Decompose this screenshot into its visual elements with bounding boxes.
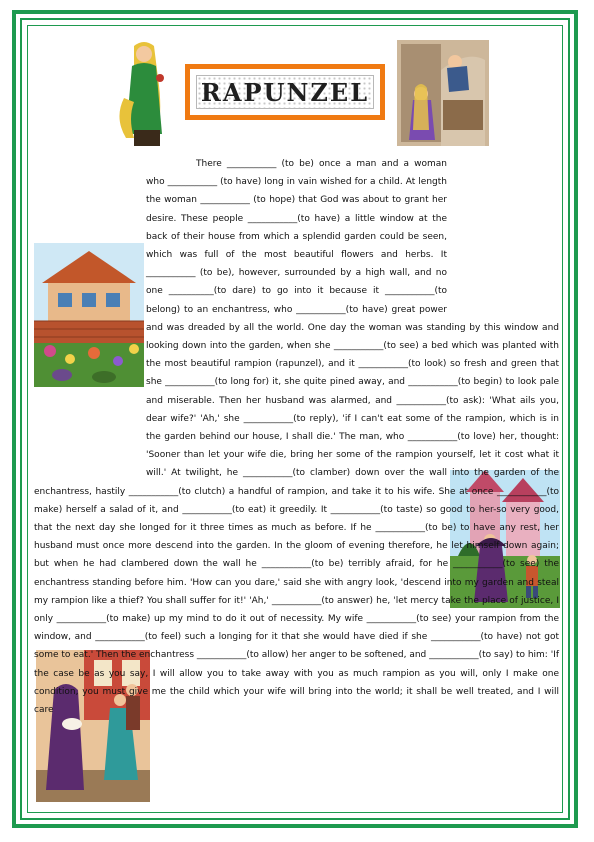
page-title: RAPUNZEL: [200, 77, 370, 107]
rapunzel-illustration: [104, 38, 182, 150]
story-paragraph: There ___________ (to be) once a man and a woman who ___________ (to have) long in vain wished for a child. At length the woman ___________ (to hope) that God was about to grant her desire. These people ___________(to have) a little window at the back of their house from which a splendid garden could be seen, which was full of the most beautiful flowers and herbs. It ___________ (to be), however, surrounded by a high wall, and no one __________(to dare) to go into it because it ___________(to belong) to an enchantress, who ___________(to have) great power and was dreaded by all the world. One day the woman was standing by this window and looking down into the garden, when she ___________(to see) a bed which was planted with the most beautiful rampion (rapunzel), and it ___________(to look) so fresh and green that she ___________(to long for) it, she quite pined away, and ___________(to begin) to look pale and miserable. Then her husband was alarmed, and ___________(to ask): 'What ails you, dear wife?' 'Ah,' she ___________(to reply), 'if I can't eat some of the rampion, which is in the garden behind our house, I shall die.' The man, who ___________(to love) her, thought: 'Sooner than let your wife die, bring her some of the rampion yourself, let it cost what it will.' At twilight, he ___________(to clamber) down over the wall into the garden of the enchantress, hastily ___________(to clutch) a handful of rampion, and take it to his wife. She at once ___________(to make) herself a salad of it, and ___________(to eat) it greedily. It ___________(to taste) so good to her-so very good, that the next day she longed for it three times as much as before. If he ___________(to be) to have any rest, her husband must once more descend into the garden. In the gloom of evening therefore, he let himself down again; but when he had clambered down the wall he ___________(to be) terribly afraid, for he ___________(to see) the enchantress standing before him. 'How can you dare,' said she with angry look, 'descend into my garden and steal my rampion like a thief? You shall suffer for it!' 'Ah,' ___________(to answer) he, 'let mercy take the place of justice, I only ___________(to make) up my mind to do it out of necessity. My wife ___________(to see) your rampion from the window, and ___________(to feel) such a longing for it that she would have died if she ___________(to have) not got some to eat.' Then the enchantress ___________(to allow) her anger to be softened, and ___________(to say) to him: 'If the case be as you say, I will allow you to take away with you as much rampion as you will, only I make one condition, you must give me the child which your wife will bring into the world; it shall be well treated, and I will care: [34, 159, 559, 716]
title-pattern: [196, 75, 374, 109]
story-text-area: [34, 155, 559, 719]
castle-image-space: [447, 155, 559, 305]
tower-window-illustration: [397, 40, 489, 146]
title-box: [185, 64, 385, 120]
house-image-space: [34, 243, 146, 471]
